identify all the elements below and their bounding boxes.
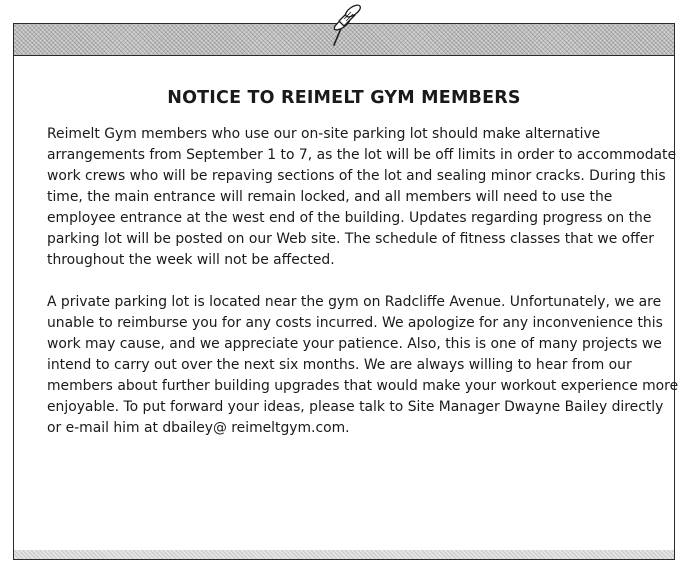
bottom-band bbox=[14, 550, 674, 559]
pushpin-icon bbox=[322, 0, 368, 48]
notice-paragraph-1: Reimelt Gym members who use our on-site parking lot should make alternative arrangements from September 1 to 7, as the lot will be off limits in order to accommodate work crews who will be repaving sections of the lot and sealing minor cracks. During this time, the main entrance will remain locked, and all members will need to use the employee entrance at the west end of the building. Updates regarding progress on the parking lot will be posted on our Web site. The schedule of fitness classes that we offer throughout the week will not be affected. bbox=[47, 126, 677, 268]
notice-board bbox=[13, 23, 679, 560]
notice-title: NOTICE TO REIMELT GYM MEMBERS bbox=[167, 88, 521, 108]
notice-paragraph-2: A private parking lot is located near the gym on Radcliffe Avenue. Unfortunately, we are unable to reimburse you for any costs incurred. We apologize for any inconvenience this work may cause, and we appreciate your patience. Also, this is one of many projects we intend to carry out over the next six months. We are always willing to hear from our members about further building upgrades that would make your workout experience more enjoyable. To put forward your ideas, please talk to Site Manager Dwayne Bailey directly or e-mail him at dbailey@ reimeltgym.com. bbox=[47, 294, 679, 436]
notice-body bbox=[47, 124, 679, 460]
